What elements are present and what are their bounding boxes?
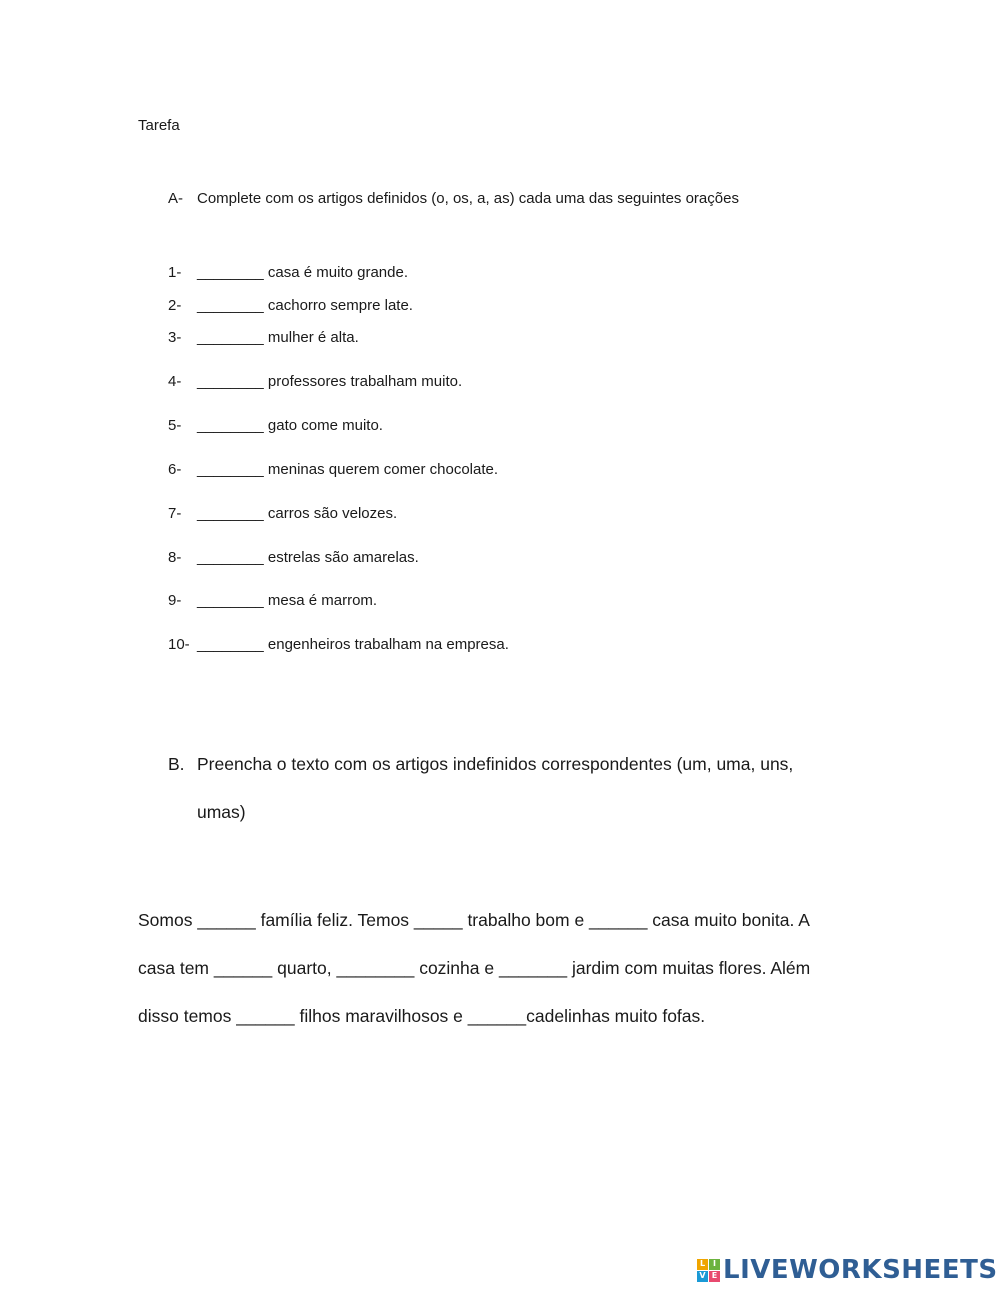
list-item[interactable]: ________ professores trabalham muito. — [197, 373, 463, 390]
list-item[interactable]: ________ meninas querem comer chocolate. — [197, 461, 499, 478]
list-item-number: 1- — [168, 264, 182, 281]
list-item-number: 7- — [168, 505, 182, 522]
logo-mark-tile: L — [697, 1259, 708, 1270]
list-item[interactable]: ________ gato come muito. — [197, 417, 383, 434]
list-item[interactable]: ________ cachorro sempre late. — [197, 297, 413, 314]
logo-text: LIVEWORKSHEETS — [723, 1255, 998, 1285]
list-item[interactable]: ________ mesa é marrom. — [197, 592, 378, 609]
list-item[interactable]: ________ casa é muito grande. — [197, 264, 408, 281]
logo-mark-icon — [697, 1259, 720, 1282]
logo-mark-tile: E — [709, 1271, 720, 1282]
list-item-number: 8- — [168, 549, 182, 566]
list-item-number: 4- — [168, 373, 182, 390]
logo-mark-tile: V — [697, 1271, 708, 1282]
list-item-number: 5- — [168, 417, 182, 434]
section-b-instruction-line-2: umas) — [197, 802, 246, 822]
list-item[interactable]: ________ estrelas são amarelas. — [197, 549, 419, 566]
section-b-instruction-line-1: Preencha o texto com os artigos indefinidos correspondentes (um, uma, uns, — [197, 754, 794, 774]
page-title: Tarefa — [138, 117, 180, 134]
section-a-marker: A- — [168, 190, 183, 207]
section-b-marker: B. — [168, 754, 185, 774]
list-item[interactable]: ________ mulher é alta. — [197, 329, 359, 346]
paragraph-line[interactable]: Somos ______ família feliz. Temos _____ trabalho bom e ______ casa muito bonita. A — [138, 910, 810, 930]
list-item-number: 10- — [168, 636, 190, 653]
list-item-number: 6- — [168, 461, 182, 478]
list-item[interactable]: ________ engenheiros trabalham na empresa. — [197, 636, 509, 653]
list-item-number: 3- — [168, 329, 182, 346]
list-item-number: 2- — [168, 297, 182, 314]
liveworksheets-logo — [697, 1255, 998, 1285]
paragraph-line[interactable]: casa tem ______ quarto, ________ cozinha e _______ jardim com muitas flores. Além — [138, 958, 811, 978]
logo-mark-tile: I — [709, 1259, 720, 1270]
paragraph-line[interactable]: disso temos ______ filhos maravilhosos e ______cadelinhas muito fofas. — [138, 1006, 706, 1026]
list-item[interactable]: ________ carros são velozes. — [197, 505, 398, 522]
list-item-number: 9- — [168, 592, 182, 609]
section-a-instruction: Complete com os artigos definidos (o, os, a, as) cada uma das seguintes orações — [197, 190, 739, 207]
